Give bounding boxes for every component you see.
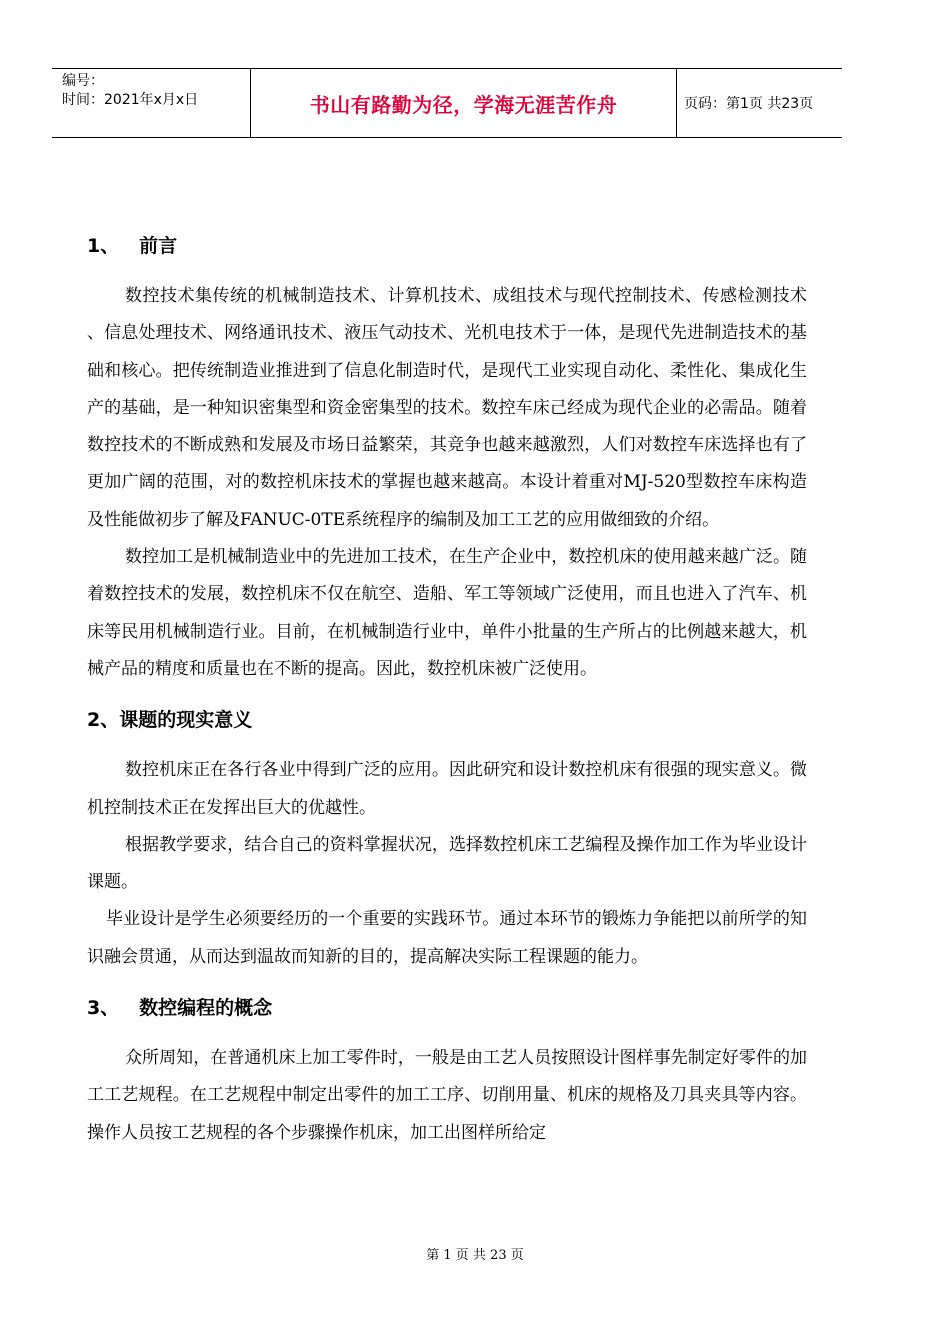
document-body xyxy=(87,226,807,1152)
section-number: 1、 xyxy=(87,235,120,257)
section-heading-2 xyxy=(87,700,807,740)
section-number: 2、 xyxy=(87,709,120,732)
document-number-label: 编号： xyxy=(62,73,104,89)
paragraph: 数控技术集传统的机械制造技术、计算机技术、成组技术与现代控制技术、传感检测技术 、信息处理技术、网络通讯技术、液压气动技术、光机电技术于一体，是现代先进制造技术的基础和核心。把传统制造业推进到了信息化制造时代，是现代工业实现自动化、柔性化、集成化生产的基础，是一种知识密集型和资金密集型的技术。数控车床己经成为现代企业的必需品。随着数控技术的不断成熟和发展及市场日益繁荣，其竞争也越来越激烈，人们对数控车床选择也有了更加广阔的范围，对的数控机床技术的掌握也越来越高。本设计着重对MJ-520型数控车床构造及性能做初步了解及FANUC-0TE系统程序的编制及加工工艺的应用做细致的介绍。 xyxy=(87,286,807,530)
paragraph: 根据教学要求，结合自己的资料掌握状况，选择数控机床工艺编程及操作加工作为毕业设计课题。 xyxy=(87,834,807,893)
section-number: 3、 xyxy=(87,997,120,1020)
header-meta xyxy=(52,69,250,137)
header-motto: 书山有路勤为径，学海无涯苦作舟 xyxy=(309,92,618,117)
page-footer: 第 1 页 共 23 页 xyxy=(426,1248,524,1263)
page-header xyxy=(52,68,842,138)
document-time-label: 时间：2021年x月x日 xyxy=(62,92,199,108)
paragraph: 毕业设计是学生必须要经历的一个重要的实践环节。通过本环节的锻炼力争能把以前所学的知识融会贯通，从而达到温故而知新的目的，提高解决实际工程课题的能力。 xyxy=(87,909,807,967)
section-heading-3 xyxy=(87,988,807,1028)
header-page-info: 页码：第1页 共23页 xyxy=(684,96,814,112)
paragraph: 数控机床正在各行各业中得到广泛的应用。因此研究和设计数控机床有很强的现实意义。微机控制技术正在发挥出巨大的优越性。 xyxy=(87,760,807,818)
paragraph: 数控加工是机械制造业中的先进加工技术，在生产企业中，数控机床的使用越来越广泛。随着数控技术的发展，数控机床不仅在航空、造船、军工等领域广泛使用，而且也进入了汽车、机床等民用机械制造行业。目前，在机械制造行业中，单件小批量的生产所占的比例越来越大，机械产品的精度和质量也在不断的提高。因此，数控机床被广泛使用。 xyxy=(87,547,807,679)
section-title: 课题的现实意义 xyxy=(119,709,253,732)
section-heading-1 xyxy=(87,226,807,266)
section-title: 前言 xyxy=(139,235,178,257)
header-motto-cell xyxy=(250,69,677,137)
paragraph: 众所周知，在普通机床上加工零件时，一般是由工艺人员按照设计图样事先制定好零件的加工工艺规程。在工艺规程中制定出零件的加工工序、切削用量、机床的规格及刀具夹具等内容。操作人员按工艺规程的各个步骤操作机床，加工出图样所给定 xyxy=(87,1048,807,1143)
section-title: 数控编程的概念 xyxy=(139,997,273,1020)
